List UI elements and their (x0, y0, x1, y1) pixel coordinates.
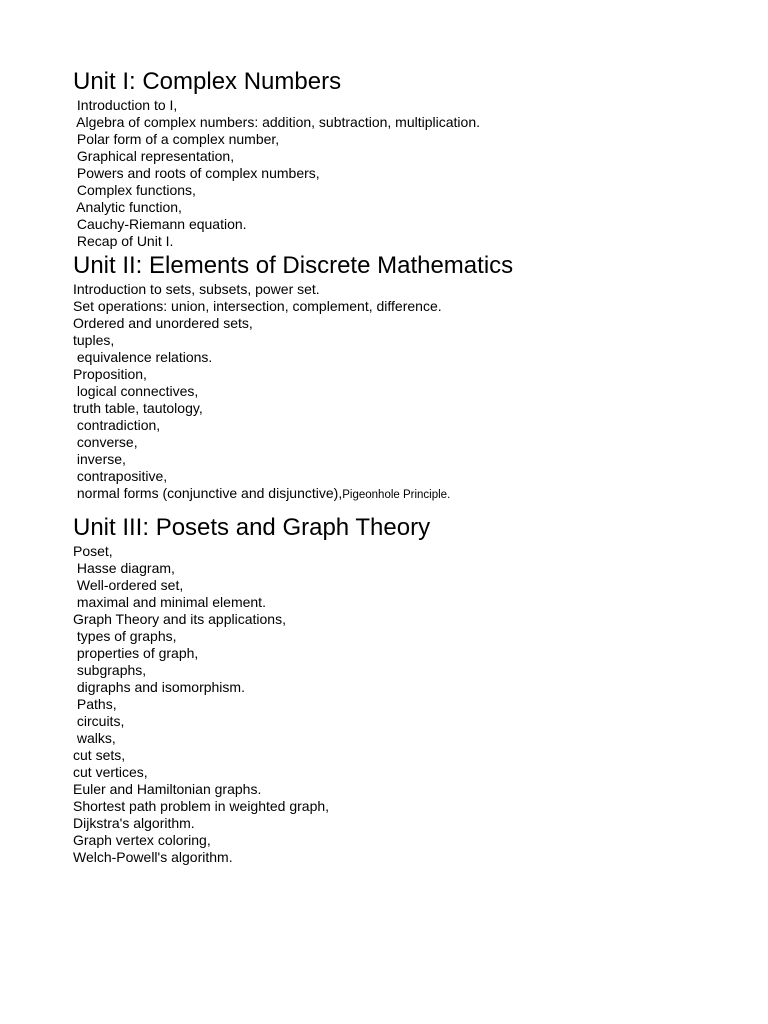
topic-line: walks, (73, 730, 116, 746)
topic-line: truth table, tautology, (73, 400, 203, 416)
topic-line: cut vertices, (73, 764, 148, 780)
topic-line: Paths, (73, 696, 117, 712)
topic-line: circuits, (73, 713, 125, 729)
topic-line: Polar form of a complex number, (73, 131, 280, 147)
topic-line: maximal and minimal element. (73, 594, 266, 610)
unit-2-topic-list (73, 281, 753, 502)
topic-line: types of graphs, (73, 628, 177, 644)
topic-line: Hasse diagram, (73, 560, 175, 576)
topic-line: Powers and roots of complex numbers, (73, 165, 320, 181)
topic-line: Ordered and unordered sets, (73, 315, 253, 331)
topic-line: inverse, (73, 451, 126, 467)
topic-line: subgraphs, (73, 662, 147, 678)
unit-3-section (73, 514, 753, 866)
topic-line: properties of graph, (73, 645, 199, 661)
unit-1-section (73, 68, 753, 250)
topic-line: Poset, (73, 543, 113, 559)
unit-3-title: Unit III: Posets and Graph Theory (73, 514, 431, 541)
topic-line: contrapositive, (73, 468, 168, 484)
topic-line: Recap of Unit I. (73, 233, 174, 249)
unit-2-section (73, 252, 753, 502)
topic-line: Graphical representation, (73, 148, 235, 164)
topic-line: Dijkstra's algorithm. (73, 815, 195, 831)
unit-2-title: Unit II: Elements of Discrete Mathematics (73, 252, 514, 279)
topic-line: Well-ordered set, (73, 577, 184, 593)
unit-3-topic-list (73, 543, 753, 866)
unit-1-title: Unit I: Complex Numbers (73, 68, 342, 95)
topic-line: Graph vertex coloring, (73, 832, 211, 848)
topic-line: tuples, (73, 332, 115, 348)
syllabus-document (73, 68, 753, 866)
topic-line: cut sets, (73, 747, 126, 763)
topic-line: contradiction, (73, 417, 161, 433)
topic-line: logical connectives, (73, 383, 199, 399)
topic-line: converse, (73, 434, 138, 450)
unit-1-topic-list (73, 97, 753, 250)
topic-line: Euler and Hamiltonian graphs. (73, 781, 262, 797)
topic-line: Proposition, (73, 366, 147, 382)
topic-line: Analytic function, (73, 199, 182, 215)
topic-line: Complex functions, (73, 182, 196, 198)
topic-line: Introduction to sets, subsets, power set. (73, 281, 320, 297)
topic-line: Introduction to I, (73, 97, 178, 113)
topic-line: digraphs and isomorphism. (73, 679, 245, 695)
topic-line-with-suffix (73, 485, 753, 502)
topic-line: Cauchy-Riemann equation. (73, 216, 247, 232)
topic-line: Shortest path problem in weighted graph, (73, 798, 330, 814)
topic-line: equivalence relations. (73, 349, 213, 365)
topic-text: normal forms (conjunctive and disjunctive), (73, 485, 343, 501)
topic-line: Algebra of complex numbers: addition, subtraction, multiplication. (73, 114, 480, 130)
topic-line: Welch-Powell's algorithm. (73, 849, 233, 865)
topic-line: Set operations: union, intersection, complement, difference. (73, 298, 442, 314)
topic-suffix-small: Pigeonhole Principle. (342, 489, 451, 501)
topic-line: Graph Theory and its applications, (73, 611, 286, 627)
